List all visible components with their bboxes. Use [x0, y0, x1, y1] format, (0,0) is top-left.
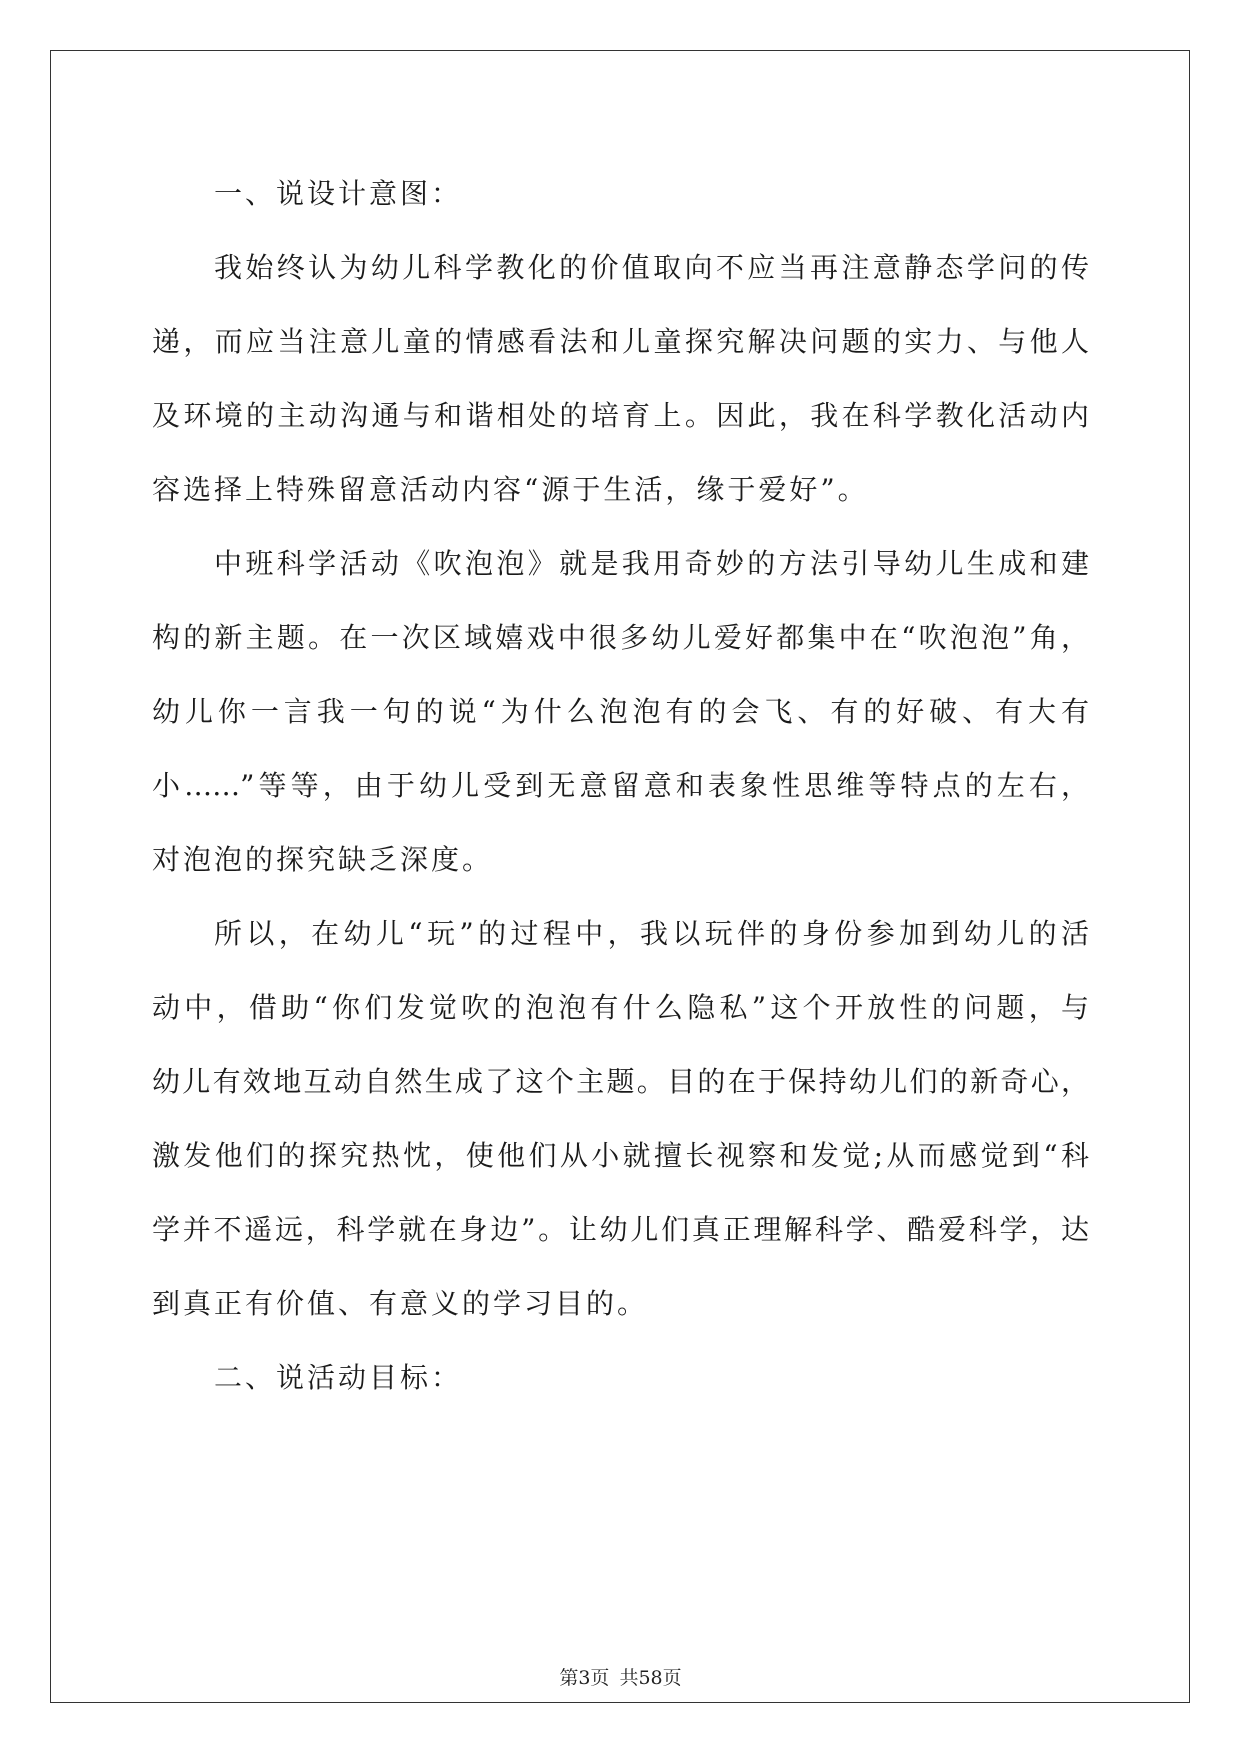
text-line: 及环境的主动沟通与和谐相处的培育上。因此，我在科学教化活动内 — [152, 399, 1089, 432]
text-line: 动中，借助“你们发觉吹的泡泡有什么隐私”这个开放性的问题，与 — [152, 991, 1089, 1024]
text-line: 我始终认为幼儿科学教化的价值取向不应当再注意静态学问的传 — [214, 251, 1089, 284]
text-line: 激发他们的探究热忱，使他们从小就擅长视察和发觉;从而感觉到“科 — [152, 1139, 1089, 1172]
text-line: 容选择上特殊留意活动内容“源于生活，缘于爱好”。 — [152, 473, 869, 506]
text-line: 对泡泡的探究缺乏深度。 — [152, 843, 494, 876]
text-line: 学并不遥远，科学就在身边”。让幼儿们真正理解科学、酷爱科学，达 — [152, 1213, 1089, 1246]
page-footer — [0, 1665, 1241, 1691]
text-line: 幼儿有效地互动自然生成了这个主题。目的在于保持幼儿们的新奇心， — [152, 1065, 1089, 1098]
text-line: 到真正有价值、有意义的学习目的。 — [152, 1287, 649, 1320]
text-line: 二、说活动目标： — [214, 1361, 463, 1394]
text-line: 递，而应当注意儿童的情感看法和儿童探究解决问题的实力、与他人 — [152, 325, 1089, 358]
text-line: 中班科学活动《吹泡泡》就是我用奇妙的方法引导幼儿生成和建 — [214, 547, 1089, 580]
text-line: 小……”等等，由于幼儿受到无意留意和表象性思维等特点的左右， — [152, 769, 1089, 802]
page-total: 共58页 — [619, 1667, 682, 1689]
text-line: 幼儿你一言我一句的说“为什么泡泡有的会飞、有的好破、有大有 — [152, 695, 1089, 728]
text-line: 所以，在幼儿“玩”的过程中，我以玩伴的身份参加到幼儿的活 — [214, 917, 1089, 950]
text-line: 一、说设计意图： — [214, 177, 463, 210]
page-number: 第3页 — [559, 1667, 610, 1689]
text-line: 构的新主题。在一次区域嬉戏中很多幼儿爱好都集中在“吹泡泡”角， — [152, 621, 1089, 654]
